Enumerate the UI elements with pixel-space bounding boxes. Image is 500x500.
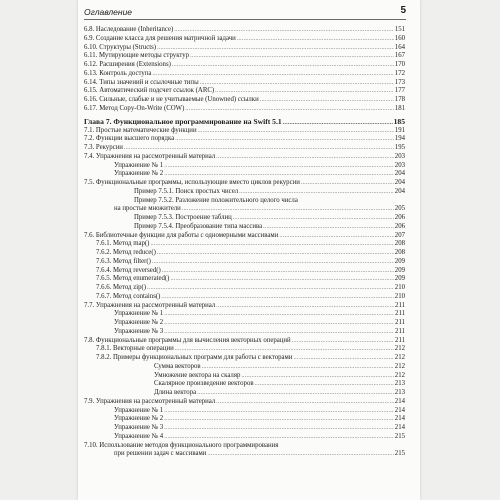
toc-entry [84, 372, 405, 381]
toc-entry [84, 144, 405, 153]
toc-entry-title: 7.8.1. Векторные операции [96, 345, 174, 353]
toc-dot-leader [215, 87, 394, 96]
toc-entry-page: 173 [394, 78, 405, 86]
toc-entry-title: Упражнение № 2 [114, 415, 164, 423]
toc-entry-title: Упражнение № 4 [114, 432, 164, 440]
toc-entry [84, 293, 405, 302]
toc-entry-title: 7.5. Функциональные программы, использующие вместо циклов рекурсии [84, 179, 300, 186]
toc-entry [84, 407, 405, 416]
toc-entry [84, 345, 405, 354]
toc-entry-title: Длина вектора [154, 389, 197, 396]
toc-dot-leader [292, 337, 394, 346]
toc-entry [84, 197, 405, 206]
toc-entry-page: 203 [394, 161, 405, 169]
toc-entry-page: 204 [394, 170, 405, 178]
toc-dot-leader [279, 232, 393, 241]
toc-entry-title: на простые множители [114, 205, 181, 213]
toc-dot-leader [147, 284, 394, 293]
toc-dot-leader [152, 258, 394, 267]
book-page [78, 0, 420, 500]
toc-dot-leader [170, 275, 393, 284]
toc-dot-leader [198, 127, 394, 136]
toc-entry-title: 6.11. Мутирующие методы структур [84, 52, 190, 60]
toc-entry [84, 127, 405, 136]
toc-dot-leader [182, 205, 394, 214]
toc-entry-title: 7.6. Библиотечные функции для работы с одномерными массивами [84, 231, 279, 239]
toc-entry-title: при решении задач с массивами [114, 450, 207, 458]
toc-dot-leader [174, 26, 394, 35]
toc-entry-page: 167 [394, 52, 405, 60]
toc-dot-leader [260, 96, 394, 105]
toc-entry-title: 7.1. Простые математические функции [84, 126, 197, 134]
toc-entry-title: 7.6.7. Метод contains() [96, 292, 161, 300]
toc-entry-title: Упражнение № 3 [114, 327, 164, 335]
toc-entry-page: 214 [394, 415, 405, 423]
toc-dot-leader [175, 345, 394, 354]
toc-entry [84, 302, 405, 311]
toc-entry-page: 211 [395, 310, 405, 318]
toc-dot-leader [164, 433, 394, 442]
toc-entry [84, 44, 405, 53]
toc-entry-page: 213 [394, 389, 405, 396]
toc-entry [84, 310, 405, 319]
toc-entry-page: 209 [394, 275, 405, 283]
toc-entry [84, 363, 405, 372]
toc-entry-title: 7.10. Использование методов функционального программирования [84, 441, 279, 449]
toc-entry-page: 215 [394, 450, 405, 458]
toc-entry-title: 6.16. Сильные, слабые и не учитываемые (Unowned) ссылки [84, 96, 259, 103]
toc-entry [84, 450, 405, 459]
toc-entry-title: 7.2. Функции высшего порядка [84, 135, 175, 143]
toc-entry-title: Упражнение № 1 [114, 161, 164, 169]
toc-entry-page: 211 [395, 301, 405, 309]
toc-entry-page: 203 [394, 152, 405, 160]
toc-entry-title: 7.6.2. Метод reduce() [96, 249, 156, 256]
toc-entry-title: 6.10. Структуры (Structs) [84, 43, 157, 51]
toc-entry-page: 210 [394, 292, 405, 300]
toc-entry-page: 204 [394, 187, 405, 195]
toc-entry [84, 398, 405, 407]
toc-dot-leader [164, 424, 394, 433]
toc-dot-leader [157, 44, 394, 53]
toc-entry [84, 105, 405, 114]
toc-dot-leader [207, 450, 393, 459]
toc-entry-page: 172 [394, 69, 405, 77]
toc-entry [84, 214, 405, 223]
toc-entry [84, 26, 405, 35]
toc-dot-leader [157, 249, 394, 258]
toc-entry-title: 7.6.5. Метод enumerated() [96, 275, 170, 283]
toc-entry-title: Пример 7.5.1. Поиск простых чисел [134, 187, 239, 195]
toc-entry-page: 170 [394, 61, 405, 68]
toc-dot-leader [164, 310, 394, 319]
toc-entry-page: 191 [394, 126, 405, 134]
toc-entry [84, 170, 405, 179]
toc-entry-page: 212 [394, 362, 405, 370]
toc-entry [84, 188, 405, 197]
toc-entry [84, 232, 405, 241]
toc-entry [84, 70, 405, 79]
toc-entry-page: 212 [394, 345, 405, 353]
table-of-contents [84, 26, 405, 459]
toc-entry-page: 209 [394, 266, 405, 274]
toc-entry [84, 79, 405, 88]
toc-entry [84, 249, 405, 258]
toc-entry-page: 213 [394, 380, 405, 388]
toc-entry-page: 214 [394, 406, 405, 414]
toc-dot-leader [241, 372, 393, 381]
toc-entry-title: Пример 7.5.3. Построение таблиц [134, 214, 232, 221]
toc-entry [84, 61, 405, 70]
toc-entry-page: 208 [394, 240, 405, 248]
toc-entry-page: 194 [394, 135, 405, 143]
toc-entry [84, 337, 405, 346]
toc-dot-leader [255, 380, 394, 389]
toc-entry-title: 6.15. Автоматический подсчет ссылок (ARC) [84, 87, 215, 95]
toc-entry [84, 96, 405, 105]
toc-dot-leader [161, 293, 393, 302]
toc-entry-title: 6.17. Метод Copy-On-Write (COW) [84, 104, 185, 112]
toc-entry [84, 354, 405, 363]
toc-entry-page: 185 [393, 116, 405, 126]
toc-entry-page: 205 [394, 205, 405, 213]
toc-entry-title: Упражнение № 3 [114, 424, 164, 431]
toc-entry [84, 258, 405, 267]
toc-entry-title: 7.8.2. Примеры функциональных программ для работы с векторами [96, 354, 293, 361]
toc-entry-page: 207 [394, 231, 405, 239]
toc-dot-leader [216, 398, 394, 407]
toc-entry-title: Пример 7.5.2. Разложение положительного целого числа [134, 196, 298, 204]
toc-entry [84, 319, 405, 328]
toc-entry-page: 212 [394, 371, 405, 379]
toc-dot-leader [150, 240, 393, 249]
toc-entry-page: 208 [394, 249, 405, 256]
toc-dot-leader [216, 153, 394, 162]
toc-entry-page: 181 [394, 104, 405, 112]
toc-dot-leader [175, 135, 394, 144]
toc-entry-title: 6.14. Типы значений и ссылочные типы [84, 78, 199, 86]
toc-entry-page: 209 [394, 257, 405, 265]
toc-entry-page: 206 [394, 222, 405, 230]
toc-entry [84, 380, 405, 389]
toc-entry-page: 204 [394, 179, 405, 186]
toc-entry [84, 415, 405, 424]
page-number: 5 [400, 5, 406, 16]
running-title: Оглавление [84, 7, 133, 17]
toc-entry-title: 7.3. Рекурсии [84, 144, 123, 151]
toc-entry [84, 424, 405, 433]
toc-entry-title: 6.9. Создание класса для решения матричной задачи [84, 34, 236, 42]
toc-entry-title: Упражнение № 1 [114, 406, 164, 414]
toc-entry-page: 178 [394, 96, 405, 103]
toc-entry-page: 151 [394, 26, 405, 33]
toc-entry [84, 433, 405, 442]
toc-dot-leader [301, 179, 394, 188]
toc-entry-title: Сумма векторов [154, 362, 201, 370]
toc-entry-page: 164 [394, 43, 405, 51]
toc-dot-leader [216, 302, 394, 311]
toc-entry-page: 215 [394, 432, 405, 440]
toc-entry-page: 211 [395, 319, 405, 326]
toc-entry-title: 7.6.1. Метод map() [96, 240, 150, 248]
toc-entry-title: 7.4. Упражнения на рассмотренный материал [84, 152, 216, 160]
toc-entry-page: 211 [395, 336, 405, 344]
toc-dot-leader [164, 328, 394, 337]
toc-chapter-entry [84, 117, 405, 127]
toc-entry [84, 275, 405, 284]
toc-entry [84, 87, 405, 96]
toc-dot-leader [172, 61, 394, 70]
toc-entry-page: 214 [394, 397, 405, 405]
toc-dot-leader [164, 407, 394, 416]
toc-entry-page: 177 [394, 87, 405, 95]
toc-entry [84, 35, 405, 44]
toc-entry [84, 284, 405, 293]
toc-entry-page: 206 [394, 214, 405, 221]
toc-entry-page: 214 [394, 424, 405, 431]
toc-entry-title: Пример 7.5.4. Преобразование типа массива [134, 222, 263, 230]
toc-entry-page: 210 [394, 284, 405, 291]
toc-entry-title: Умножение вектора на скаляр [154, 371, 241, 379]
toc-dot-leader [164, 170, 394, 179]
toc-entry-title: 7.8. Функциональные программы для вычисления векторных операций [84, 336, 291, 344]
toc-entry [84, 328, 405, 337]
toc-dot-leader [200, 79, 394, 88]
toc-entry [84, 389, 405, 398]
toc-dot-leader [239, 188, 394, 197]
toc-entry-title: Скалярное произведение векторов [154, 380, 254, 388]
toc-entry-title: Упражнение № 2 [114, 319, 164, 326]
toc-entry-page: 195 [394, 144, 405, 151]
toc-entry-page: 160 [394, 34, 405, 42]
toc-entry [84, 162, 405, 171]
toc-dot-leader [185, 105, 393, 114]
toc-entry-title: 7.9. Упражнения на рассмотренный материал [84, 397, 216, 405]
toc-entry-title: 7.7. Упражнения на рассмотренный материал [84, 301, 216, 309]
toc-dot-leader [202, 363, 394, 372]
toc-entry-title: 7.6.3. Метод filter() [96, 257, 151, 265]
toc-dot-leader [164, 319, 394, 328]
toc-entry [84, 52, 405, 61]
toc-entry-title: Глава 7. Функциональное программирование на Swift 5.1 [84, 116, 282, 126]
page-header [84, 4, 406, 20]
toc-dot-leader [124, 144, 394, 153]
toc-entry-title: 6.12. Расширения (Extensions) [84, 61, 171, 68]
toc-entry-title: Упражнение № 2 [114, 170, 164, 178]
toc-entry-title: 6.8. Наследование (Inheritance) [84, 26, 174, 33]
toc-entry [84, 135, 405, 144]
toc-entry-title: Упражнение № 1 [114, 310, 164, 318]
toc-dot-leader [162, 267, 394, 276]
toc-dot-leader [293, 354, 393, 363]
toc-dot-leader [152, 70, 393, 79]
toc-entry-page: 211 [395, 327, 405, 335]
toc-entry [84, 267, 405, 276]
toc-dot-leader [233, 214, 394, 223]
toc-entry-title: 6.13. Контроль доступа [84, 69, 152, 77]
toc-dot-leader [164, 162, 394, 171]
toc-entry [84, 153, 405, 162]
toc-entry [84, 240, 405, 249]
toc-entry [84, 223, 405, 232]
toc-dot-leader [263, 223, 394, 232]
toc-dot-leader [197, 389, 394, 398]
toc-entry-title: 7.6.4. Метод reversed() [96, 266, 161, 274]
toc-entry [84, 442, 405, 451]
toc-entry-title: 7.6.6. Метод zip() [96, 284, 147, 291]
toc-dot-leader [190, 52, 394, 61]
toc-entry [84, 205, 405, 214]
toc-entry-page: 212 [394, 354, 405, 361]
toc-dot-leader [237, 35, 394, 44]
toc-dot-leader [164, 415, 394, 424]
toc-entry [84, 179, 405, 188]
